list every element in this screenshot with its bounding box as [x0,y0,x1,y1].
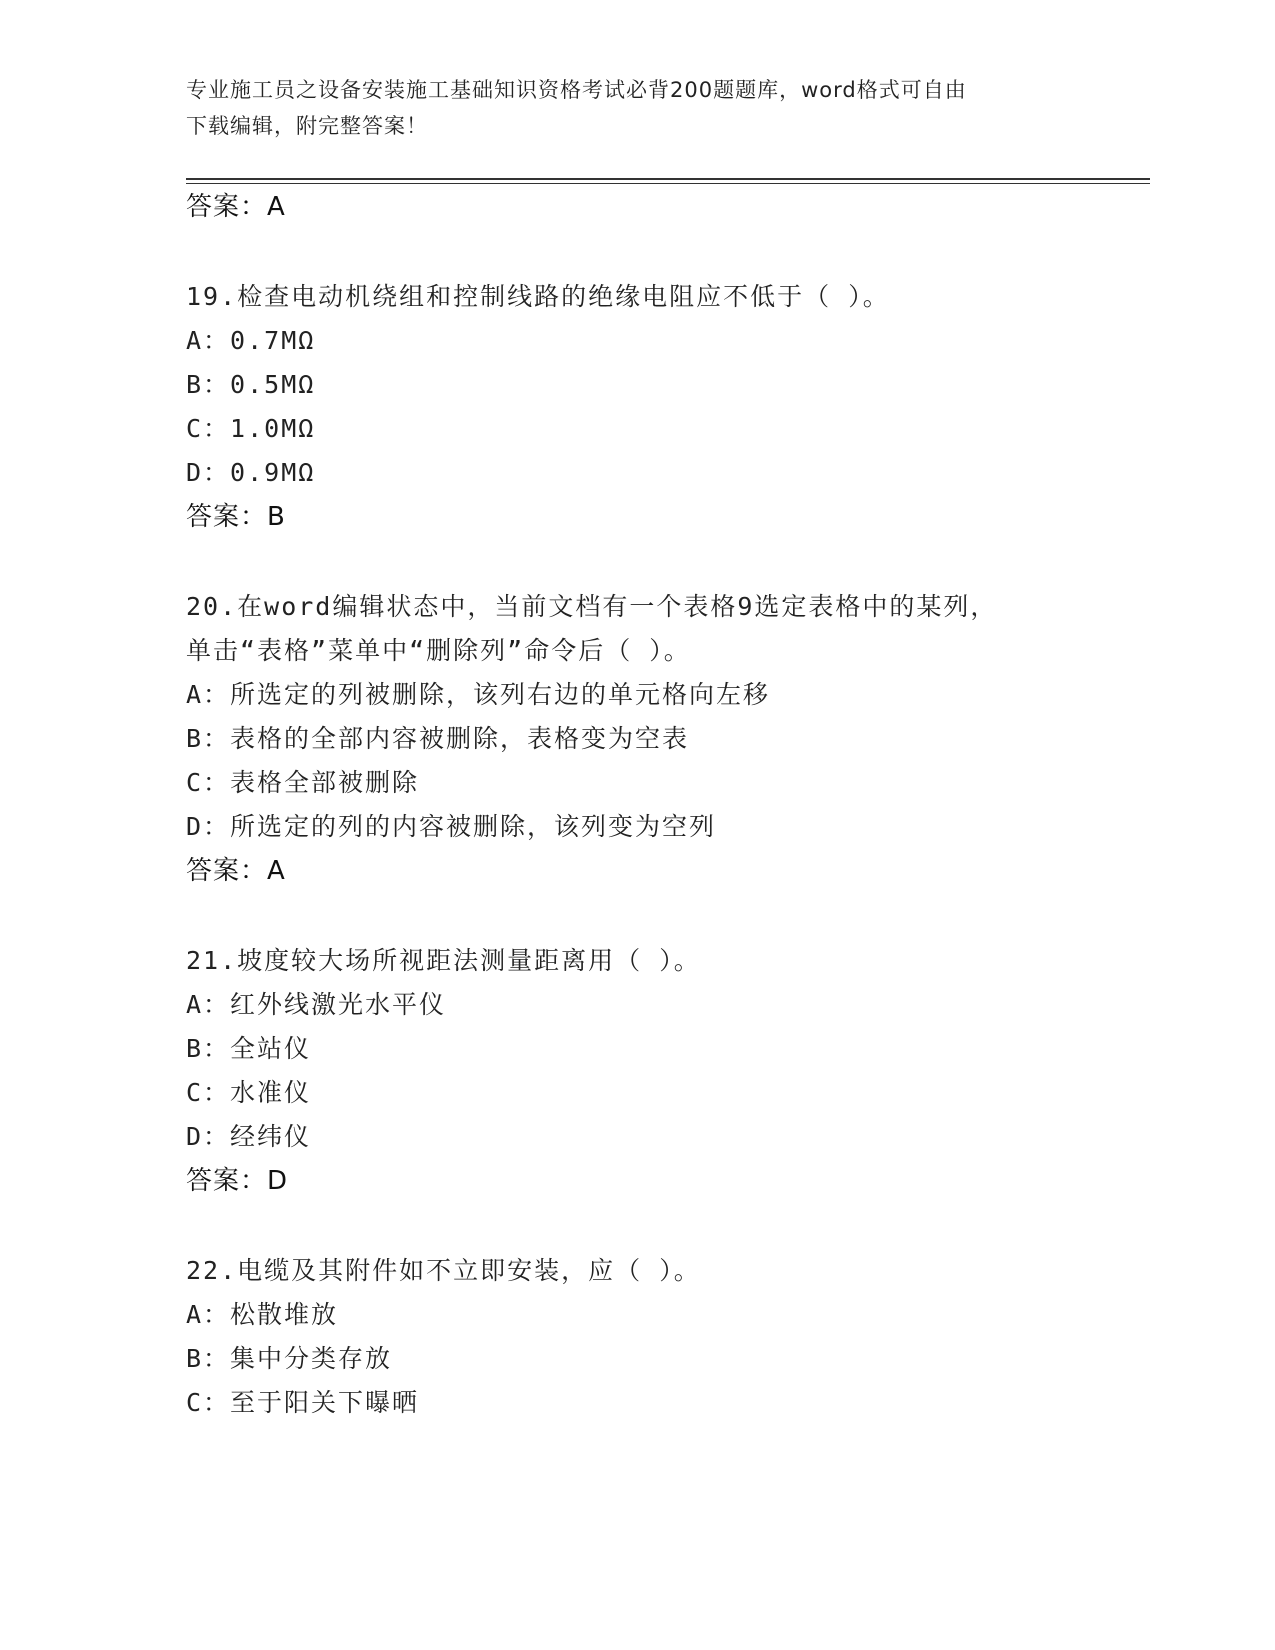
question-20-stem-line-2: 单击“表格”菜单中“删除列”命令后（ ）。 [186,636,691,665]
question-20-option-c: C：表格全部被删除 [186,768,420,797]
question-21-option-c: C：水准仪 [186,1078,312,1107]
header-divider-thick [186,178,1150,180]
question-19-stem: 19.检查电动机绕组和控制线路的绝缘电阻应不低于（ ）。 [186,282,890,311]
question-21-option-b: B：全站仪 [186,1034,312,1063]
header-divider-thin [186,183,1150,184]
previous-answer: 答案：A [186,192,286,222]
question-20-option-a: A：所选定的列被删除，该列右边的单元格向左移 [186,680,771,709]
question-21-stem: 21.坡度较大场所视距法测量距离用（ ）。 [186,946,701,975]
question-19-option-c: C：1.0MΩ [186,414,316,443]
question-22-stem: 22.电缆及其附件如不立即安装，应（ ）。 [186,1256,701,1285]
question-22-option-a: A：松散堆放 [186,1300,339,1329]
question-22-option-c: C：至于阳关下曝晒 [186,1388,420,1417]
document-header [186,72,1086,144]
question-19-option-d: D：0.9MΩ [186,458,316,487]
question-19-option-b: B：0.5MΩ [186,370,316,399]
question-21-option-a: A：红外线激光水平仪 [186,990,447,1019]
header-title-line-1: 专业施工员之设备安装施工基础知识资格考试必背200题题库，word格式可自由 [186,78,967,102]
question-21-answer: 答案：D [186,1166,289,1196]
header-title-line-2: 下载编辑，附完整答案！ [186,114,428,138]
question-19-option-a: A：0.7MΩ [186,326,316,355]
question-19-answer: 答案：B [186,502,286,532]
question-22-option-b: B：集中分类存放 [186,1344,393,1373]
question-20-option-d: D：所选定的列的内容被删除，该列变为空列 [186,812,717,841]
question-20-option-b: B：表格的全部内容被删除，表格变为空表 [186,724,690,753]
question-21-option-d: D：经纬仪 [186,1122,312,1151]
question-20-stem-line-1: 20.在word编辑状态中，当前文档有一个表格9选定表格中的某列， [186,592,998,621]
question-20-answer: 答案：A [186,856,286,886]
